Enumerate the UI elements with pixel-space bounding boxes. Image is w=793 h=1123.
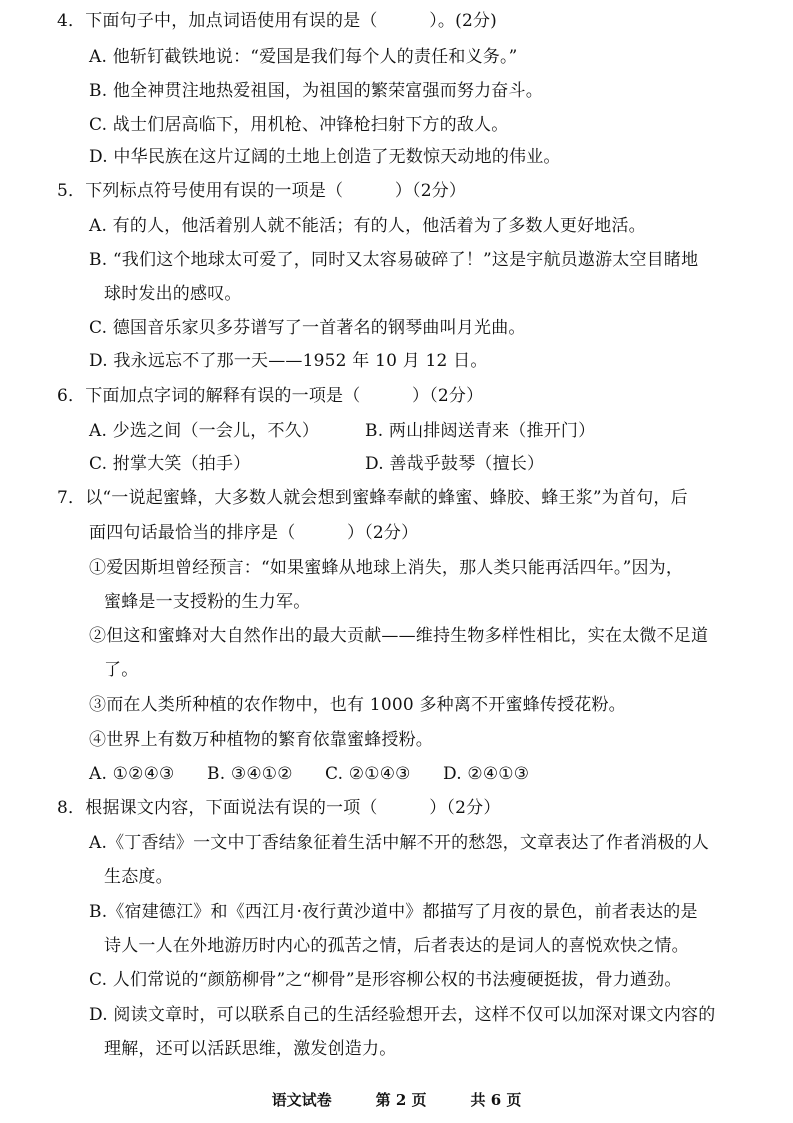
q5-option-c: C. 德国音乐家贝多芬谱写了一首著名的钢琴曲叫月光曲。	[89, 318, 526, 338]
q4-option-b: B. 他全神贯注地热爱祖国，为祖国的繁荣富强而努力奋斗。	[89, 81, 543, 101]
q8-option-b-cont: 诗人一人在外地游历时内心的孤苦之情，后者表达的是词人的喜悦欢快之情。	[104, 936, 689, 956]
q4-option-c: C. 战士们居高临下，用机枪、冲锋枪扫射下方的敌人。	[89, 115, 509, 135]
q4-stem: 4．下面句子中，加点词语使用有误的是（ ）。(2分)	[57, 11, 497, 31]
q6-options-row2	[89, 453, 793, 475]
q6-option-d: D. 善哉乎鼓琴（擅长）	[365, 454, 545, 474]
q6-option-a: A. 少选之间（一会儿，不久）	[89, 421, 320, 441]
q7-sentence-1-cont: 蜜蜂是一支授粉的生力军。	[104, 592, 311, 612]
q6-stem: 6．下面加点字词的解释有误的一项是（ ）（2分）	[57, 386, 484, 406]
q7-option-c: C. ②①④③	[325, 764, 411, 784]
q8-option-b: B.《宿建德江》和《西江月·夜行黄沙道中》都描写了月夜的景色，前者表达的是	[89, 902, 698, 922]
q8-option-a: A.《丁香结》一文中丁香结象征着生活中解不开的愁怨，文章表达了作者消极的人	[89, 833, 710, 853]
q5-stem: 5．下列标点符号使用有误的一项是（ ）（2分）	[57, 181, 467, 201]
q7-stem-line1: 7．以“一说起蜜蜂，大多数人就会想到蜜蜂奉献的蜂蜜、蜂胶、蜂王浆”为首句，后	[57, 488, 688, 508]
q7-sentence-2-cont: 了。	[104, 660, 139, 680]
q8-option-c: C. 人们常说的“颜筋柳骨”之“柳骨”是形容柳公权的书法瘦硬挺拔，骨力遒劲。	[89, 970, 682, 990]
q4-option-d: D. 中华民族在这片辽阔的土地上创造了无数惊天动地的伟业。	[89, 147, 561, 167]
q4-option-a: A. 他斩钉截铁地说：“爱国是我们每个人的责任和义务。”	[89, 47, 518, 67]
q5-option-d: D. 我永远忘不了那一天——1952 年 10 月 12 日。	[89, 351, 488, 371]
q7-sentence-4: ④世界上有数万种植物的繁育依靠蜜蜂授粉。	[89, 730, 433, 750]
q6-option-b: B. 两山排闼送青来（推开门）	[365, 421, 596, 441]
q7-options-row	[89, 763, 793, 785]
page-footer	[0, 1090, 793, 1110]
q8-option-d: D. 阅读文章时，可以联系自己的生活经验想开去，这样不仅可以加深对课文内容的	[89, 1005, 716, 1025]
footer-subject: 语文试卷	[271, 1091, 332, 1109]
q7-option-d: D. ②④①③	[443, 764, 530, 784]
q5-option-b-cont: 球时发出的感叹。	[104, 284, 242, 304]
q8-stem: 8．根据课文内容，下面说法有误的一项（ ）（2分）	[57, 798, 501, 818]
q7-sentence-1: ①爱因斯坦曾经预言：“如果蜜蜂从地球上消失，那人类只能再活四年。”因为，	[89, 558, 684, 578]
q7-stem-line2: 面四句话最恰当的排序是（ ）（2分）	[89, 523, 419, 543]
q5-option-a: A. 有的人，他活着别人就不能活；有的人，他活着为了多数人更好地活。	[89, 216, 646, 236]
q5-option-b: B. “我们这个地球太可爱了，同时又太容易破碎了！”这是宇航员遨游太空目睹地	[89, 250, 699, 270]
footer-total-pages: 共 6 页	[470, 1091, 522, 1109]
q7-option-a: A. ①②④③	[89, 764, 175, 784]
q8-option-d-cont: 理解，还可以活跃思维，激发创造力。	[104, 1039, 397, 1059]
q6-option-c: C. 拊掌大笑（拍手）	[89, 454, 251, 474]
q6-options-row1	[89, 420, 793, 442]
q7-sentence-3: ③而在人类所种植的农作物中，也有 1000 多种离不开蜜蜂传授花粉。	[89, 695, 626, 715]
footer-page-number: 第 2 页	[375, 1091, 427, 1109]
q7-sentence-2: ②但这和蜜蜂对大自然作出的最大贡献——维持生物多样性相比，实在太微不足道	[89, 626, 709, 646]
q8-option-a-cont: 生态度。	[104, 867, 173, 887]
q7-option-b: B. ③④①②	[207, 764, 293, 784]
